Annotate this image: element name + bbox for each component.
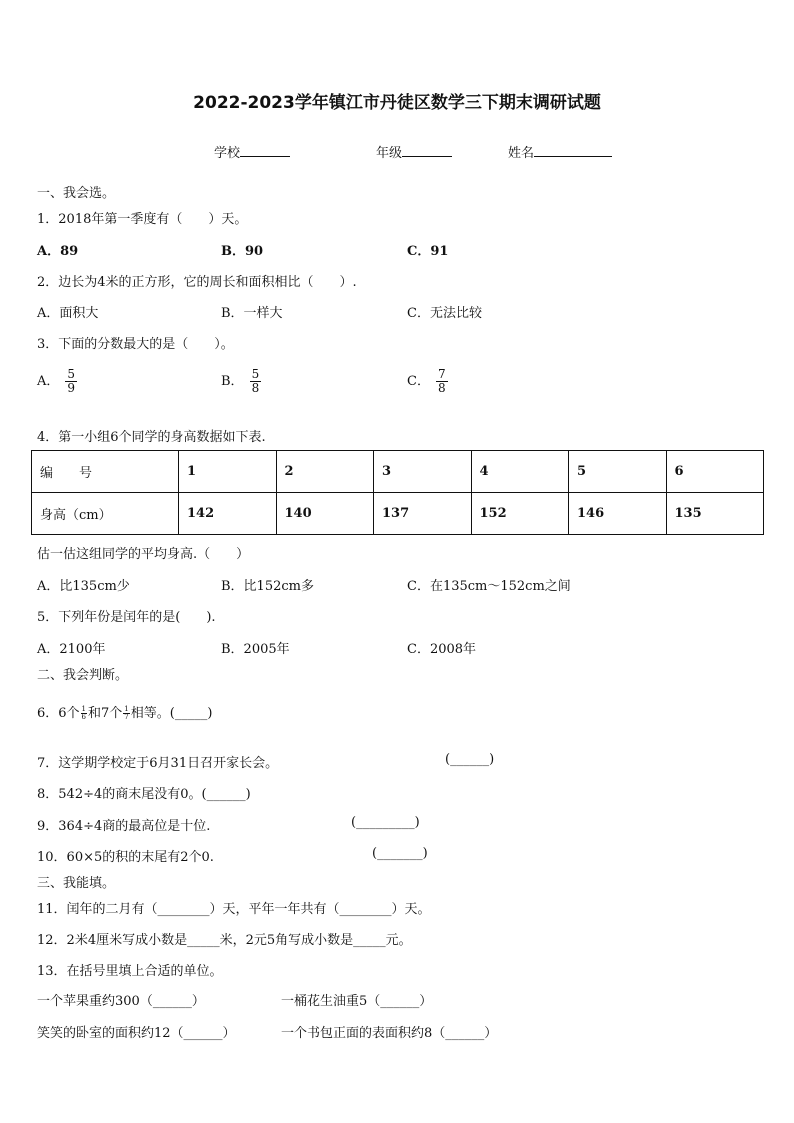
table-cell: 6 (666, 451, 764, 493)
q6-f2-denominator: 7 (124, 713, 129, 721)
q7-blank: (______) (445, 752, 495, 767)
q13-item-4: 一个书包正面的表面积约8（______） (281, 1026, 498, 1041)
section-3-heading: 三、我能填。 (37, 876, 116, 891)
q2-option-a: A．面积大 (37, 306, 99, 321)
q5-option-b: B．2005年 (221, 642, 290, 657)
height-table (31, 450, 764, 535)
q5-option-a: A．2100年 (37, 642, 106, 657)
q3-option-a (37, 368, 77, 395)
q3-option-c (407, 368, 448, 395)
q3-a-label: A． (37, 374, 60, 389)
q13-item-2: 一桶花生油重5（______） (281, 994, 433, 1009)
grade-label: 年级 (376, 146, 403, 161)
name-label: 姓名 (508, 146, 535, 161)
table-cell: 142 (179, 493, 277, 535)
q6-f2-numerator: 1 (124, 705, 129, 713)
q6-part2: 和7个 (88, 706, 123, 721)
section-2-heading: 二、我会判断。 (37, 668, 129, 683)
table-cell: 2 (276, 451, 374, 493)
q1-text: 1．2018年第一季度有（ ）天。 (37, 212, 248, 227)
table-cell: 137 (374, 493, 472, 535)
school-label: 学校 (214, 146, 241, 161)
q3-b-denominator: 8 (251, 381, 260, 395)
table-cell: 5 (569, 451, 667, 493)
q13-item-3: 笑笑的卧室的面积约12（______） (37, 1026, 236, 1041)
school-field (214, 142, 290, 161)
q3-c-denominator: 8 (437, 381, 446, 395)
table-cell: 1 (179, 451, 277, 493)
q13-item-1: 一个苹果重约300（______） (37, 994, 205, 1009)
q4-ask: 估一估这组同学的平均身高.（ ） (37, 547, 250, 562)
q8-text: 8．542÷4的商末尾没有0。(______) (37, 787, 251, 802)
q3-a-fraction (65, 368, 77, 395)
q3-a-numerator: 5 (67, 367, 76, 381)
q3-a-denominator: 9 (67, 381, 76, 395)
q10-blank: (_______) (372, 846, 428, 861)
q9-text: 9．364÷4商的最高位是十位. (37, 819, 211, 834)
q3-c-numerator: 7 (437, 367, 446, 381)
q4-option-b: B．比152cm多 (221, 579, 314, 594)
q3-c-label: C． (407, 374, 430, 389)
school-blank (240, 144, 290, 157)
q7-text: 7．这学期学校定于6月31日召开家长会。 (37, 756, 279, 771)
q6-fraction-2 (123, 706, 129, 721)
q5-option-c: C．2008年 (407, 642, 477, 657)
q6-f1-numerator: 1 (81, 705, 87, 713)
q6-part1: 6．6个 (37, 706, 80, 721)
q13-text: 13．在括号里填上合适的单位。 (37, 964, 223, 979)
q6-fraction-1 (81, 706, 87, 721)
q11-text: 11．闰年的二月有（________）天，平年一年共有（________）天。 (37, 902, 431, 917)
table-cell: 4 (471, 451, 569, 493)
q4-option-a: A．比135cm少 (37, 579, 130, 594)
q6-f1-denominator: 6 (81, 713, 87, 721)
q3-b-label: B． (221, 374, 244, 389)
name-blank (534, 144, 612, 157)
page-title: 2022-2023学年镇江市丹徒区数学三下期末调研试题 (193, 93, 601, 113)
q2-option-b: B．一样大 (221, 306, 283, 321)
q12-text: 12．2米4厘米写成小数是_____米，2元5角写成小数是_____元。 (37, 933, 412, 948)
q4-text: 4．第一小组6个同学的身高数据如下表. (37, 430, 266, 445)
q1-option-a: A．89 (37, 244, 79, 259)
grade-blank (402, 144, 452, 157)
table-cell: 3 (374, 451, 472, 493)
q1-option-b: B．90 (221, 244, 264, 259)
q1-option-c: C．91 (407, 244, 449, 259)
table-row-heights (32, 493, 764, 535)
name-field (508, 142, 612, 161)
q2-option-c: C．无法比较 (407, 306, 482, 321)
q3-b-numerator: 5 (251, 367, 260, 381)
q9-blank: (_________) (351, 815, 420, 830)
table-header-id: 编 号 (32, 451, 179, 493)
q6-part3: 相等。(_____) (130, 706, 213, 721)
grade-field (376, 142, 452, 161)
table-header-height: 身高（cm） (32, 493, 179, 535)
table-cell: 146 (569, 493, 667, 535)
section-1-heading: 一、我会选。 (37, 186, 116, 201)
q3-c-fraction (436, 368, 448, 395)
q4-option-c: C．在135cm～152cm之间 (407, 579, 571, 594)
table-row-ids (32, 451, 764, 493)
table-cell: 140 (276, 493, 374, 535)
q3-b-fraction (250, 368, 262, 395)
q3-option-b (221, 368, 261, 395)
q6-text (37, 702, 212, 721)
q2-text: 2．边长为4米的正方形，它的周长和面积相比（ ）. (37, 275, 357, 290)
q5-text: 5．下列年份是闰年的是( ). (37, 610, 216, 625)
table-cell: 152 (471, 493, 569, 535)
q10-text: 10．60×5的积的末尾有2个0. (37, 850, 214, 865)
q3-text: 3．下面的分数最大的是（ ）。 (37, 337, 234, 352)
table-cell: 135 (666, 493, 764, 535)
